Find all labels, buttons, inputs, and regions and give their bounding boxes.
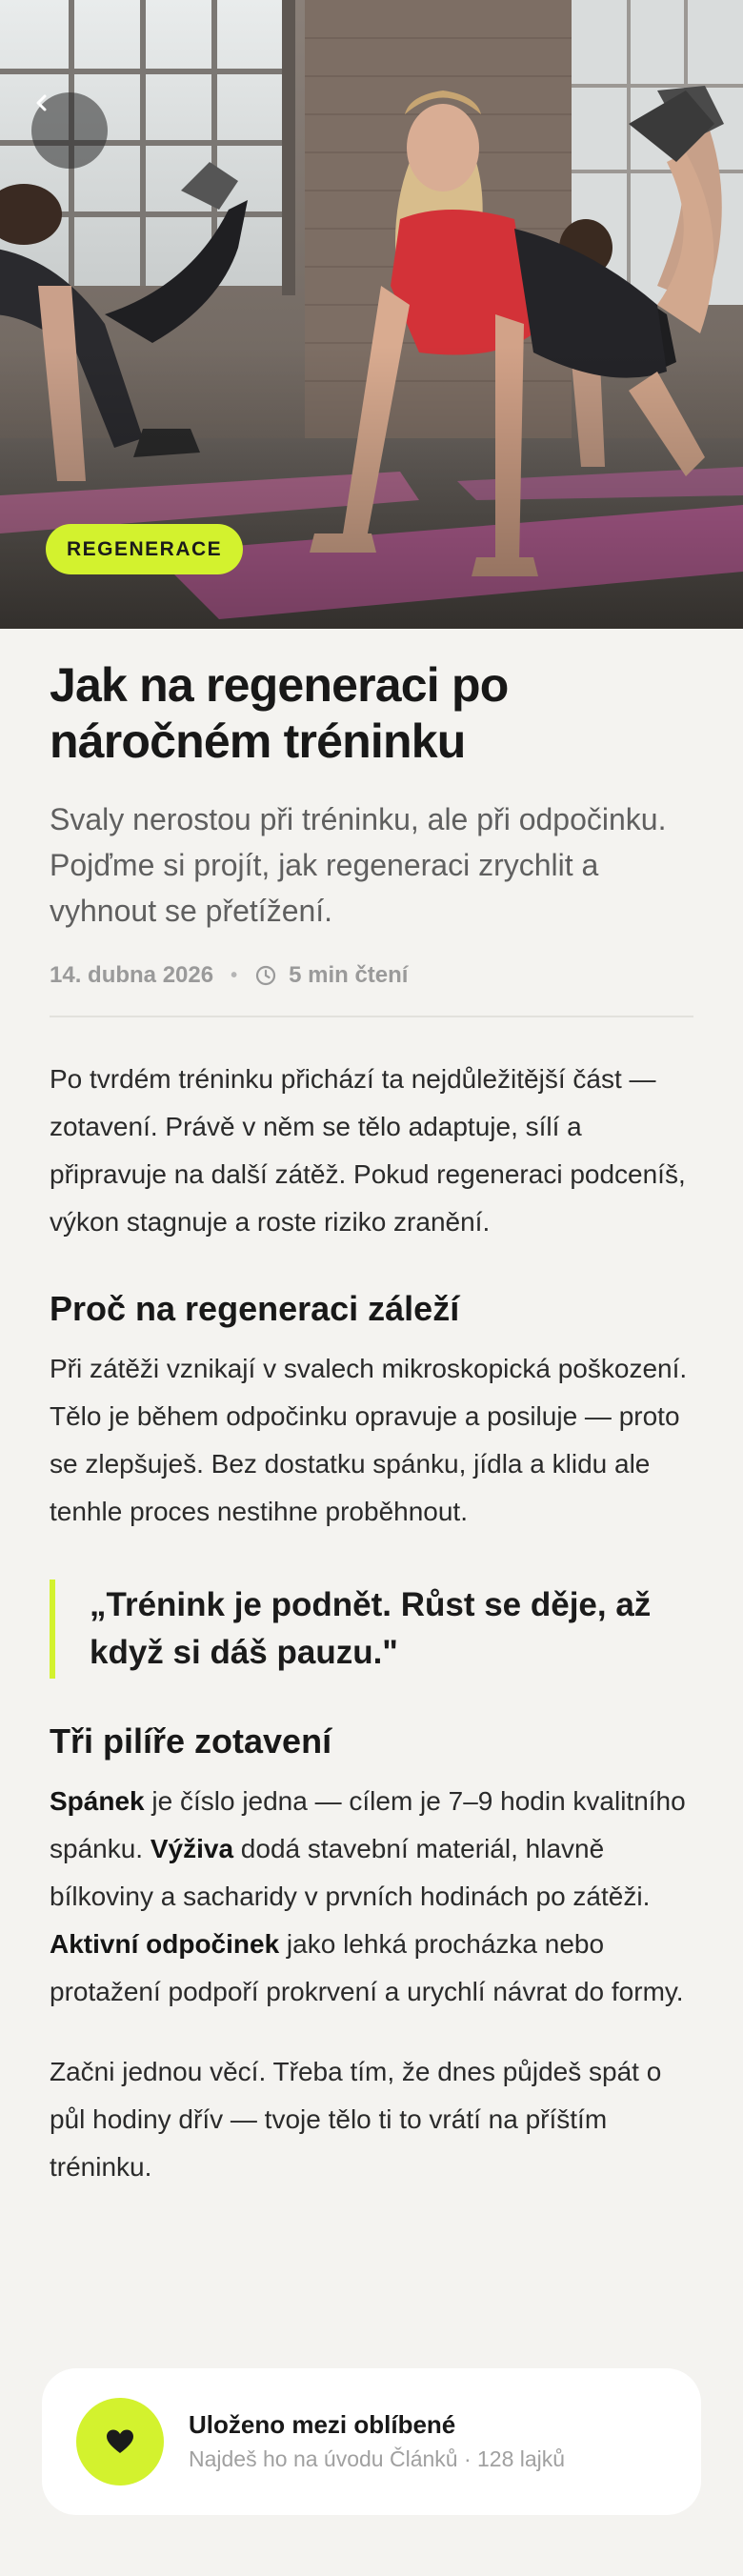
publish-date: 14. dubna 2026 [50, 962, 214, 988]
article-subtitle: Svaly nerostou při tréninku, ale při odpočinku. Pojďme si projít, jak regeneraci zrychlit a vyhnout se přetížení. [50, 802, 667, 928]
article-meta [50, 962, 693, 1017]
pull-quote: „Trénink je podnět. Růst se děje, až když si dáš pauzu." [50, 1580, 693, 1679]
back-button[interactable] [31, 92, 108, 169]
category-tag[interactable]: REGENERACE [46, 524, 243, 574]
saved-subtitle: Najdeš ho na úvodu Článků · 128 lajků [189, 2446, 566, 2471]
saved-title: Uloženo mezi oblíbené [189, 2410, 456, 2439]
section-paragraph: Při zátěži vznikají v svalech mikroskopická poškození. Tělo je během odpočinku opravuje a posiluje — proto se zlepšuješ. Bez dostatku spánku, jídla a klidu ale tenhle proces nestihne proběhnout. [50, 1354, 688, 1526]
section-heading: Proč na regeneraci záleží [50, 1289, 460, 1328]
pillars-paragraph [50, 1778, 693, 2016]
hero-image [0, 0, 743, 629]
intro-paragraph: Po tvrdém tréninku přichází ta nejdůležitější část — zotavení. Právě v něm se tělo adaptuje, sílí a připravuje na další zátěž. Pokud regeneraci podceníš, výkon stagnuje a roste riziko zranění. [50, 1064, 686, 1237]
article-body [50, 629, 693, 2191]
favorite-button[interactable] [76, 2398, 164, 2485]
heart-icon [106, 2428, 134, 2455]
read-time: 5 min čtení [289, 962, 409, 988]
clock-icon [254, 964, 277, 987]
pillar-nutrition-label: Výživa [150, 1834, 234, 1863]
pillar-active-label: Aktivní odpočinek [50, 1929, 280, 1959]
saved-favorite-card[interactable] [42, 2368, 701, 2515]
pillar-active-text: jako lehká procházka nebo protažení podpoří prokrvení a urychlí návrat do formy. [50, 1929, 684, 2006]
saved-text [189, 2408, 565, 2475]
chevron-left-icon [31, 92, 52, 113]
pillar-sleep-text: je číslo jedna — cílem je 7–9 hodin kvalitního spánku. [50, 1786, 686, 1863]
pillar-nutrition-text: dodá stavební materiál, hlavně bílkoviny a sacharidy v prvních hodinách po zátěži. [50, 1834, 651, 1911]
section-heading: Tři pilíře zotavení [50, 1721, 332, 1761]
pillar-sleep-label: Spánek [50, 1786, 145, 1816]
meta-separator: • [231, 964, 238, 986]
closing-paragraph: Začni jednou věcí. Třeba tím, že dnes půjdeš spát o půl hodiny dřív — tvoje tělo ti to vrátí na příštím tréninku. [50, 2057, 662, 2182]
article-title: Jak na regeneraci po náročném tréninku [50, 658, 509, 768]
